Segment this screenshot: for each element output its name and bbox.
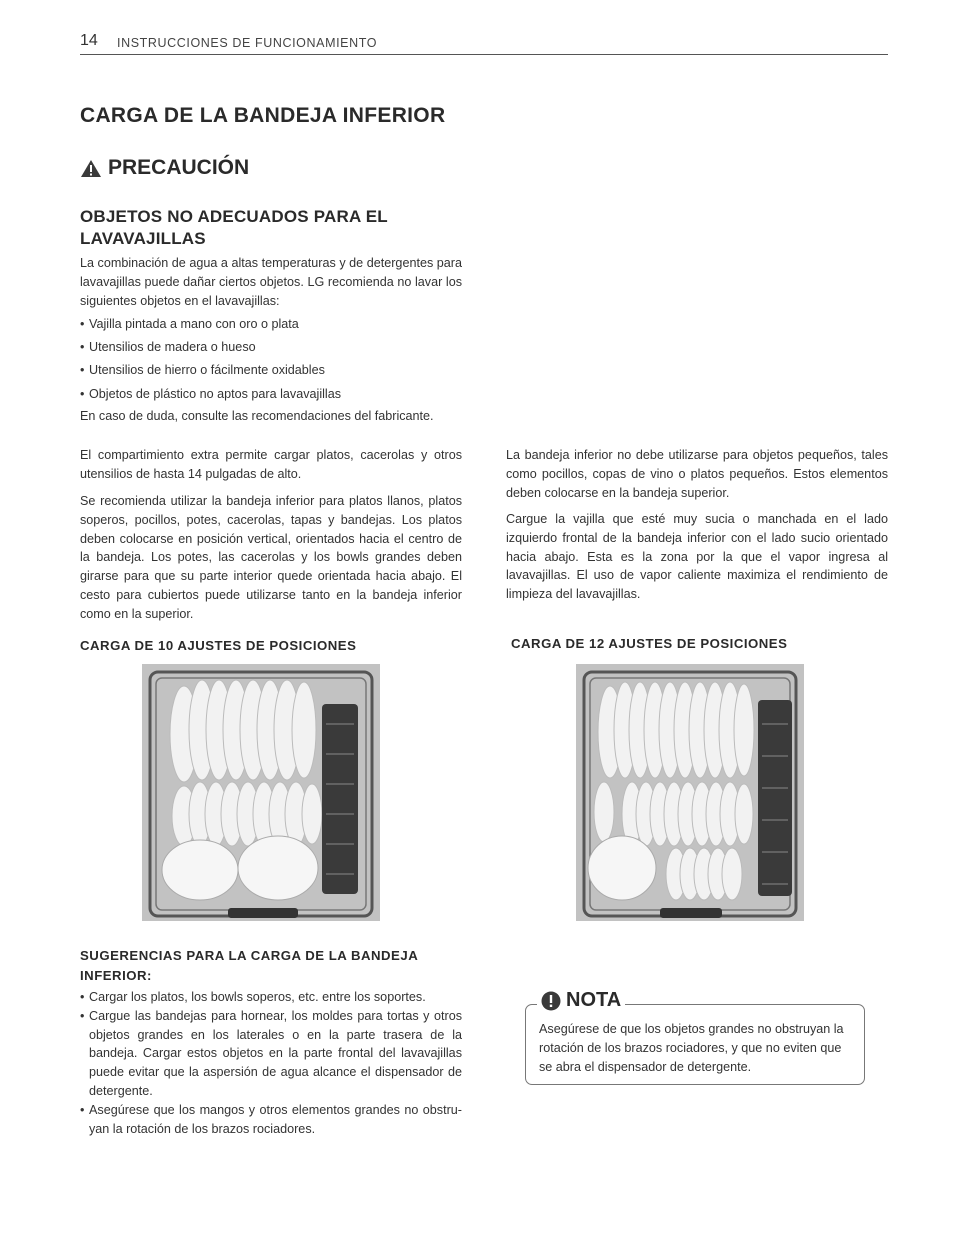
list-item: • Asegúrese que los mangos y otros elementos grandes no obstru-yan la rotación de los brazos rociadores. <box>80 1101 462 1139</box>
unsuitable-intro: La combinación de agua a altas temperaturas y de detergentes para lavavajillas puede dañar ciertos objetos. LG recomienda no lavar los siguientes objetos en el lavavajillas: <box>80 256 462 308</box>
page-title: CARGA DE LA BANDEJA INFERIOR <box>80 104 446 127</box>
running-header: INSTRUCCIONES DE FUNCIONAMIENTO <box>117 36 378 50</box>
note-heading <box>537 989 625 1012</box>
header-rule <box>80 54 888 55</box>
list-item: • Vajilla pintada a mano con oro o plata <box>80 315 462 334</box>
list-item: • Objetos de plástico no aptos para lavavajillas <box>80 385 462 404</box>
caution-heading <box>80 156 249 180</box>
list-item: • Cargue las bandejas para hornear, los moldes para tortas y otros objetos grandes en los laterales o en la parte trasera de la bandeja. Cargar estos objetos en la parte frontal del lavavajillas puede evitar que la aspersión de agua alcance el dispensador de detergente. <box>80 1007 462 1101</box>
list-item: • Utensilios de hierro o fácilmente oxidables <box>80 361 462 380</box>
note-text: Asegúrese de que los objetos grandes no obstruyan la rotación de los brazos rociadores, y que no eviten que se abra el dispensador de detergente. <box>539 1022 844 1074</box>
figure-caption-left: CARGA DE 10 AJUSTES DE POSICIONES <box>80 638 357 653</box>
tips-heading: SUGERENCIAS PARA LA CARGA DE LA BANDEJA INFERIOR: <box>80 948 418 983</box>
list-item: • Cargar los platos, los bowls soperos, etc. entre los soportes. <box>80 988 462 1007</box>
right-paragraph-1: La bandeja inferior no debe utilizarse para objetos pequeños, tales como pocillos, copas de vino o platos pequeños. Estos elementos deben colocarse en la bandeja superior. <box>506 448 888 500</box>
note-label: NOTA <box>566 989 622 1011</box>
figure-caption-right: CARGA DE 12 AJUSTES DE POSICIONES <box>511 636 788 651</box>
unsuitable-list <box>80 315 462 408</box>
exclamation-circle-icon <box>541 991 561 1011</box>
warning-triangle-icon <box>80 159 102 178</box>
photo-10-place-settings <box>142 664 380 921</box>
left-paragraph-2: Se recomienda utilizar la bandeja inferior para platos llanos, platos soperos, pocillos, potes, cacerolas, tapas y bandejas. Los platos deben colocarse en posición vertical, orientados hacia el centro de la bandeja. Los potes, las cacerolas y los bowls grandes deben girarse para que su parte interior quede orientada hacia abajo. El cesto para cubiertos puede utilizarse tanto en la bandeja inferior como en la superior. <box>80 494 462 621</box>
unsuitable-closing: En caso de duda, consulte las recomendaciones del fabricante. <box>80 409 434 423</box>
left-paragraph-1: El compartimiento extra permite cargar platos, cacerolas y otros utensilios de hasta 14 pulgadas de alto. <box>80 448 462 481</box>
page-number: 14 <box>80 32 98 49</box>
right-paragraph-2: Cargue la vajilla que esté muy sucia o manchada en el lado izquierdo frontal de la bandeja inferior con el lado sucio orientado hacia abajo. Esta es la zona por la que el vapor ingresa al lavavajillas. El uso de vapor caliente maximiza el rendimiento de limpieza del lavavajillas. <box>506 512 888 602</box>
unsuitable-heading: OBJETOS NO ADECUADOS PARA EL LAVAVAJILLAS <box>80 207 388 248</box>
photo-12-place-settings <box>576 664 804 921</box>
caution-label: PRECAUCIÓN <box>108 156 250 179</box>
tips-list <box>80 988 462 1138</box>
list-item: • Utensilios de madera o hueso <box>80 338 462 357</box>
